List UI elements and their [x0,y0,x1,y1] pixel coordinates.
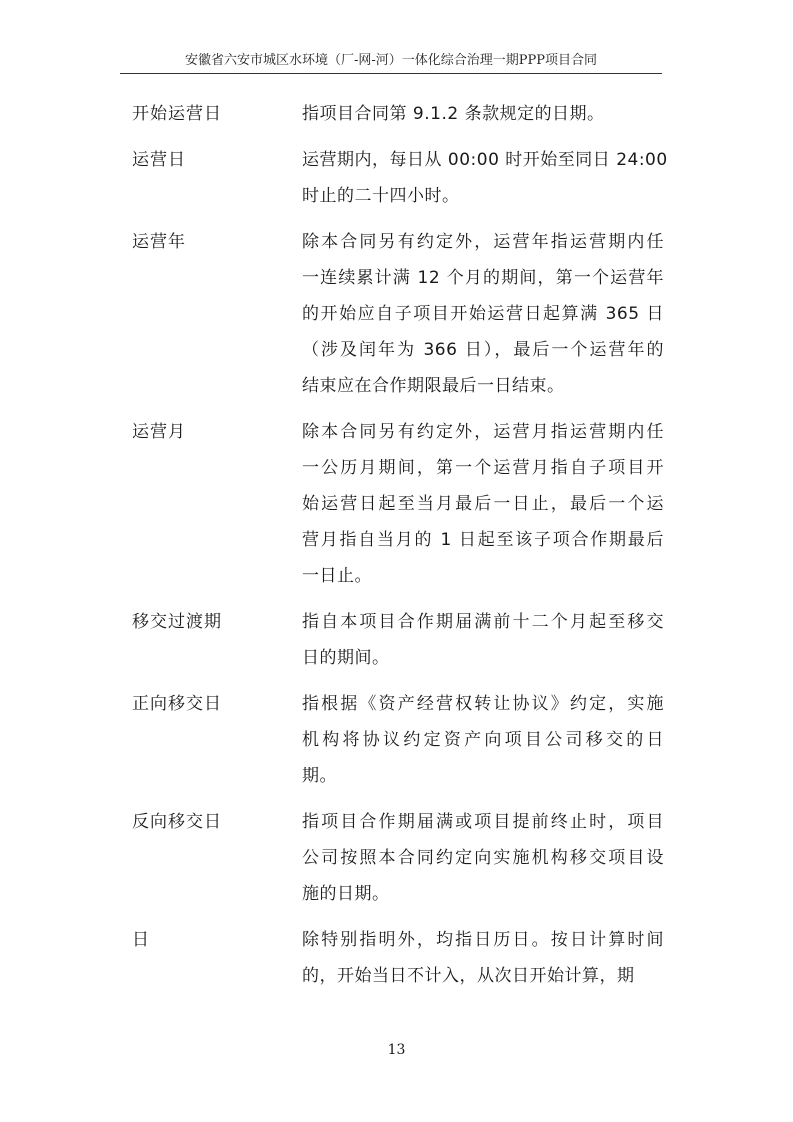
definition-line: 除本合同另有约定外，运营年指运营期内任 [302,232,664,252]
definition-line: 结束应在合作期限最后一日结束。 [302,376,565,396]
definition-line: 的开始应自子项目开始运营日起算满 365 日 [302,304,664,324]
definition-entry [0,142,793,214]
definition-line: 期。 [302,766,337,786]
definition-entry [0,804,793,912]
definition-text [302,922,664,994]
definition-line: 一公历月期间，第一个运营月指自子项目开 [302,458,664,478]
definition-line: 指根据《资产经营权转让协议》约定，实施 [302,694,664,714]
definition-term: 运营月 [132,422,186,442]
running-header: 安徽省六安市城区水环境（厂-网-河）一体化综合治理一期PPP项目合同 [184,53,598,68]
definition-text [302,804,664,912]
definition-line: 除特别指明外，均指日历日。按日计算时间 [302,930,664,950]
definition-text [302,96,664,132]
definition-line: 的，开始当日不计入，从次日开始计算，期 [302,966,635,986]
definition-term: 运营年 [132,232,186,252]
definition-term: 运营日 [132,150,186,170]
definition-line: 指项目合作期届满或项目提前终止时，项目 [302,812,664,832]
definition-term: 反向移交日 [132,812,222,832]
definition-text [302,224,664,404]
definition-line: 营月指自当月的 1 日起至该子项合作期最后 [302,530,664,550]
definition-text [302,142,668,214]
definition-term: 日 [132,930,150,950]
definition-text [302,686,664,794]
definition-term: 开始运营日 [132,104,222,124]
definition-term: 正向移交日 [132,694,222,714]
definition-entry [0,224,793,404]
definition-line: 运营期内，每日从 00:00 时开始至同日 24:00 [302,150,668,170]
definition-line: 机构将协议约定资产向项目公司移交的日 [302,730,664,750]
definition-entry [0,604,793,676]
definition-line: 公司按照本合同约定向实施机构移交项目设 [302,848,664,868]
definitions-list [0,96,793,1004]
definition-line: 时止的二十四小时。 [302,186,460,206]
definition-text [302,414,664,594]
definition-line: 施的日期。 [302,884,390,904]
definition-entry [0,96,793,132]
header-rule [120,73,662,74]
definition-line: （涉及闰年为 366 日），最后一个运营年的 [302,340,664,360]
definition-entry [0,922,793,994]
definition-line: 始运营日起至当月最后一日止，最后一个运 [302,494,664,514]
definition-line: 除本合同另有约定外，运营月指运营期内任 [302,422,664,442]
definition-line: 一连续累计满 12 个月的期间，第一个运营年 [302,268,664,288]
page-number: 13 [387,1042,406,1058]
definition-line: 指自本项目合作期届满前十二个月起至移交 [302,612,664,632]
definition-entry [0,686,793,794]
definition-line: 指项目合同第 9.1.2 条款规定的日期。 [302,104,605,124]
definition-term: 移交过渡期 [132,612,222,632]
definition-text [302,604,664,676]
definition-line: 日的期间。 [302,648,390,668]
definition-entry [0,414,793,594]
definition-line: 一日止。 [302,566,372,586]
